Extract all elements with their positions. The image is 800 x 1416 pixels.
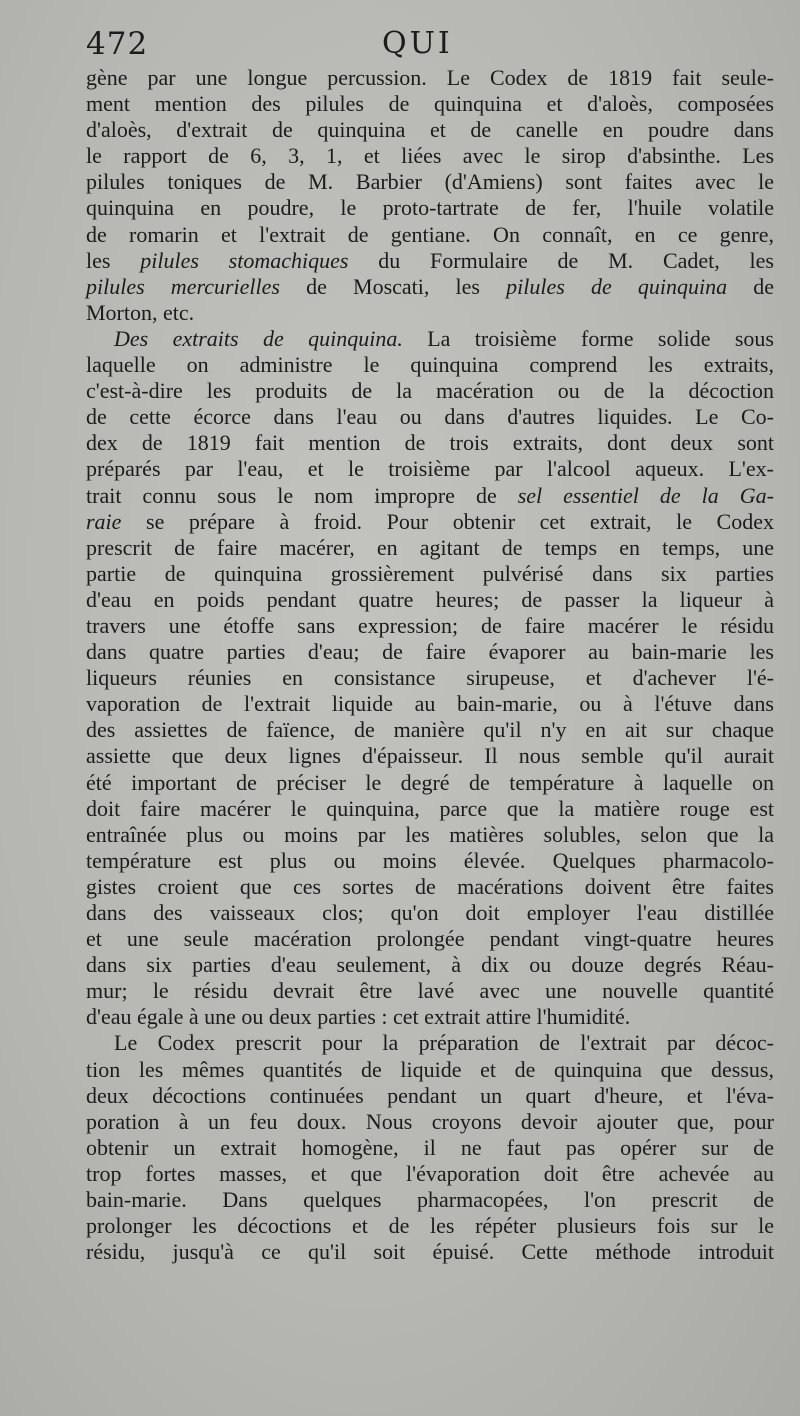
- text-segment: d'eau en poids pendant quatre heures; de passer la liqueur à: [86, 586, 774, 612]
- text-line: [86, 117, 774, 143]
- text-line: [86, 169, 774, 195]
- text-segment: ment mention des pilules de quinquina et d'aloès, composées: [86, 91, 774, 117]
- text-segment: vaporation de l'extrait liquide au bain-marie, ou à l'étuve dans: [86, 691, 774, 717]
- text-line: [86, 978, 774, 1004]
- text-segment: et une seule macération prolongée pendant vingt-quatre heures: [86, 926, 774, 952]
- text-line: [86, 613, 774, 639]
- text-line: [86, 509, 774, 535]
- text-line: [86, 1004, 774, 1030]
- text-line: [86, 1161, 774, 1187]
- text-segment: les: [86, 247, 141, 273]
- text-segment: mur; le résidu devrait être lavé avec une nouvelle quantité: [86, 978, 774, 1004]
- text-segment: d'eau égale à une ou deux parties : cet extrait attire l'humidité.: [86, 1004, 631, 1030]
- text-segment: obtenir un extrait homogène, il ne faut pas opérer sur de: [86, 1134, 774, 1160]
- text-line: [86, 1109, 774, 1135]
- text-segment: des assiettes de faïence, de manière qu'il n'y en ait sur chaque: [86, 717, 774, 743]
- text-line: [86, 743, 774, 769]
- text-segment: été important de préciser le degré de température à laquelle on: [86, 769, 774, 795]
- text-segment: préparés par l'eau, et le troisième par l'alcool aqueux. L'ex-: [86, 456, 774, 482]
- text-segment: tion les mêmes quantités de liquide et de quinquina que dessus,: [86, 1056, 774, 1082]
- text-segment: de: [727, 273, 775, 299]
- text-segment: partie de quinquina grossièrement pulvérisé dans six parties: [86, 560, 774, 586]
- text-line: [86, 561, 774, 587]
- text-segment: poration à un feu doux. Nous croyons devoir ajouter que, pour: [86, 1108, 774, 1134]
- text-line: [86, 195, 774, 221]
- page-header: [86, 26, 748, 66]
- text-segment: dans des vaisseaux clos; qu'on doit employer l'eau distillée: [86, 900, 774, 925]
- text-segment: doit faire macérer le quinquina, parce que la matière rouge est: [86, 795, 774, 821]
- text-segment: quinquina en poudre, le proto-tartrate de fer, l'huile volatile: [86, 195, 774, 221]
- text-segment: prolonger les décoctions et de les répéter plusieurs fois sur le: [86, 1213, 774, 1239]
- text-segment: trait connu sous le nom impropre de: [86, 482, 518, 508]
- text-line: [86, 587, 774, 613]
- text-segment: du Formulaire de M. Cadet, les: [348, 247, 774, 273]
- text-line: [86, 1083, 774, 1109]
- text-segment: travers une étoffe sans expression; de faire macérer le résidu: [86, 612, 774, 638]
- text-line: [86, 1135, 774, 1161]
- text-line: [86, 926, 774, 952]
- italic-text: pilules mercurielles: [86, 273, 280, 299]
- italic-text: raie: [86, 508, 122, 534]
- text-segment: c'est-à-dire les produits de la macération ou de la décoction: [86, 378, 774, 404]
- text-line: [86, 483, 774, 509]
- text-segment: trop fortes masses, et que l'évaporation doit être achevée au: [86, 1160, 774, 1186]
- text-line: [86, 65, 774, 91]
- text-line: [86, 952, 774, 978]
- text-segment: Morton, etc.: [86, 299, 195, 325]
- text-line: [86, 1187, 774, 1213]
- text-line: [86, 717, 774, 743]
- text-segment: prescrit de faire macérer, en agitant de temps en temps, une: [86, 534, 774, 560]
- text-segment: le rapport de 6, 3, 1, et liées avec le sirop d'absinthe. Les: [86, 143, 774, 169]
- text-line: [86, 796, 774, 822]
- italic-text: pilules de quinquina: [506, 273, 728, 299]
- text-line: [86, 770, 774, 796]
- text-line: [86, 352, 774, 378]
- text-segment: deux décoctions continuées pendant un quart d'heure, et l'éva-: [86, 1082, 774, 1108]
- text-segment: La troisième forme solide sous: [402, 325, 774, 351]
- text-line: [86, 1030, 774, 1056]
- text-line: [86, 430, 774, 456]
- text-line: [86, 874, 774, 900]
- text-segment: de Moscati, les: [279, 273, 507, 299]
- text-line: [86, 639, 774, 665]
- text-segment: dex de 1819 fait mention de trois extraits, dont deux sont: [86, 430, 774, 456]
- text-line: [86, 378, 774, 404]
- text-line: [86, 300, 774, 326]
- text-segment: liqueurs réunies en consistance sirupeuse, et d'achever l'é-: [86, 665, 774, 691]
- text-line: [86, 222, 774, 248]
- page-number: 472: [86, 26, 149, 62]
- text-segment: dans quatre parties d'eau; de faire évaporer au bain-marie les: [86, 639, 774, 665]
- text-line: [86, 1057, 774, 1083]
- text-segment: laquelle on administre le quinquina comprend les extraits,: [86, 352, 774, 378]
- text-segment: d'aloès, d'extrait de quinquina et de canelle en poudre dans: [86, 117, 774, 143]
- text-segment: résidu, jusqu'à ce qu'il soit épuisé. Cette méthode introduit: [86, 1239, 774, 1265]
- text-segment: de romarin et l'extrait de gentiane. On connaît, en ce genre,: [86, 221, 774, 247]
- text-segment: entraînée plus ou moins par les matières solubles, selon que la: [86, 821, 774, 847]
- text-line: [86, 535, 774, 561]
- text-line: [86, 456, 774, 482]
- text-segment: dans six parties d'eau seulement, à dix ou douze degrés Réau-: [86, 952, 774, 978]
- text-line: [86, 248, 774, 274]
- text-segment: se prépare à froid. Pour obtenir cet extrait, le Codex: [121, 508, 774, 534]
- text-line: [86, 143, 774, 169]
- text-line: [86, 848, 774, 874]
- text-segment: bain-marie. Dans quelques pharmacopées, l'on prescrit de: [86, 1187, 774, 1213]
- text-line: [86, 665, 774, 691]
- italic-text: sel essentiel de la Ga-: [517, 482, 774, 508]
- text-line: [86, 900, 774, 926]
- text-segment: gistes croient que ces sortes de macérations doivent être faites: [86, 873, 774, 899]
- text-line: [86, 691, 774, 717]
- text-segment: gène par une longue percussion. Le Codex de 1819 fait seule-: [86, 65, 774, 90]
- text-segment: Le Codex prescrit pour la préparation de l'extrait par décoc-: [114, 1030, 774, 1056]
- text-line: [86, 326, 774, 352]
- text-line: [86, 274, 774, 300]
- italic-text: Des extraits de quinquina.: [114, 325, 403, 351]
- text-segment: température est plus ou moins élevée. Quelques pharmacolo-: [86, 847, 774, 873]
- text-segment: assiette que deux lignes d'épaisseur. Il nous semble qu'il aurait: [86, 743, 774, 769]
- text-segment: pilules toniques de M. Barbier (d'Amiens) sont faites avec le: [86, 169, 774, 195]
- text-line: [86, 91, 774, 117]
- body-text: [86, 65, 774, 1265]
- text-line: [86, 1239, 774, 1265]
- text-segment: de cette écorce dans l'eau ou dans d'autres liquides. Le Co-: [86, 404, 774, 430]
- italic-text: pilules stomachiques: [140, 247, 349, 273]
- text-line: [86, 822, 774, 848]
- running-head: QUI: [382, 26, 453, 61]
- text-line: [86, 1213, 774, 1239]
- text-line: [86, 404, 774, 430]
